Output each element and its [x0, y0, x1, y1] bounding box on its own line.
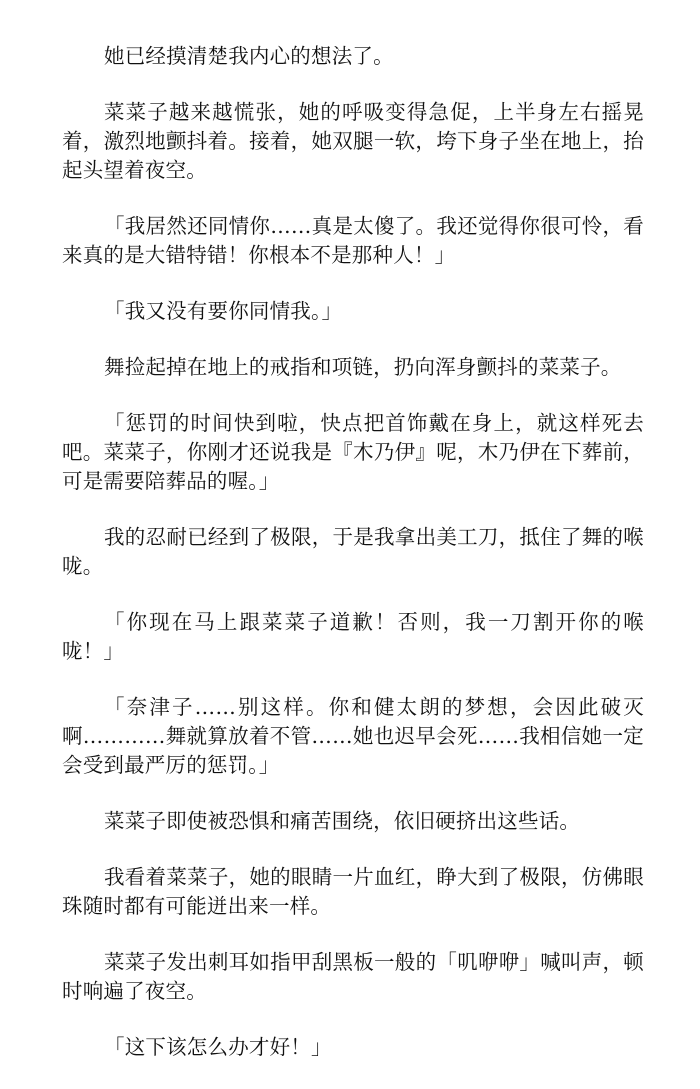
paragraph: 舞捡起掉在地上的戒指和项链，扔向浑身颤抖的菜菜子。: [104, 355, 622, 379]
paragraph: 「你现在马上跟菜菜子道歉！否则，我一刀割开你的喉咙！」: [62, 610, 644, 663]
paragraph: 「惩罚的时间快到啦，快点把首饰戴在身上，就这样死去吧。菜菜子，你刚才还说我是『木乃伊』呢，木乃伊在下葬前，可是需要陪葬品的喔。」: [62, 411, 644, 493]
paragraph: 菜菜子越来越慌张，她的呼吸变得急促，上半身左右摇晃着，激烈地颤抖着。接着，她双腿一软，垮下身子坐在地上，抬起头望着夜空。: [62, 100, 644, 182]
paragraph: 菜菜子发出刺耳如指甲刮黑板一般的「叽咿咿」喊叫声，顿时响遍了夜空。: [62, 950, 644, 1003]
paragraph: 「我又没有要你同情我。」: [104, 299, 343, 323]
paragraph: 菜菜子即使被恐惧和痛苦围绕，依旧硬挤出这些话。: [104, 809, 581, 833]
paragraph: 「奈津子……别这样。你和健太朗的梦想，会因此破灭啊…………舞就算放着不管……她也迟早会死……我相信她一定会受到最严厉的惩罚。」: [62, 695, 644, 777]
paragraph: 「我居然还同情你……真是太傻了。我还觉得你很可怜，看来真的是大错特错！你根本不是那种人！」: [62, 214, 644, 267]
text-body: [62, 42, 644, 1089]
paragraph: 「这下该怎么办才好！」: [104, 1035, 332, 1059]
paragraph: 她已经摸清楚我内心的想法了。: [104, 44, 394, 68]
paragraph: 我看着菜菜子，她的眼睛一片血红，睁大到了极限，仿佛眼珠随时都有可能迸出来一样。: [62, 865, 644, 918]
paragraph: 我的忍耐已经到了极限，于是我拿出美工刀，抵住了舞的喉咙。: [62, 525, 644, 578]
